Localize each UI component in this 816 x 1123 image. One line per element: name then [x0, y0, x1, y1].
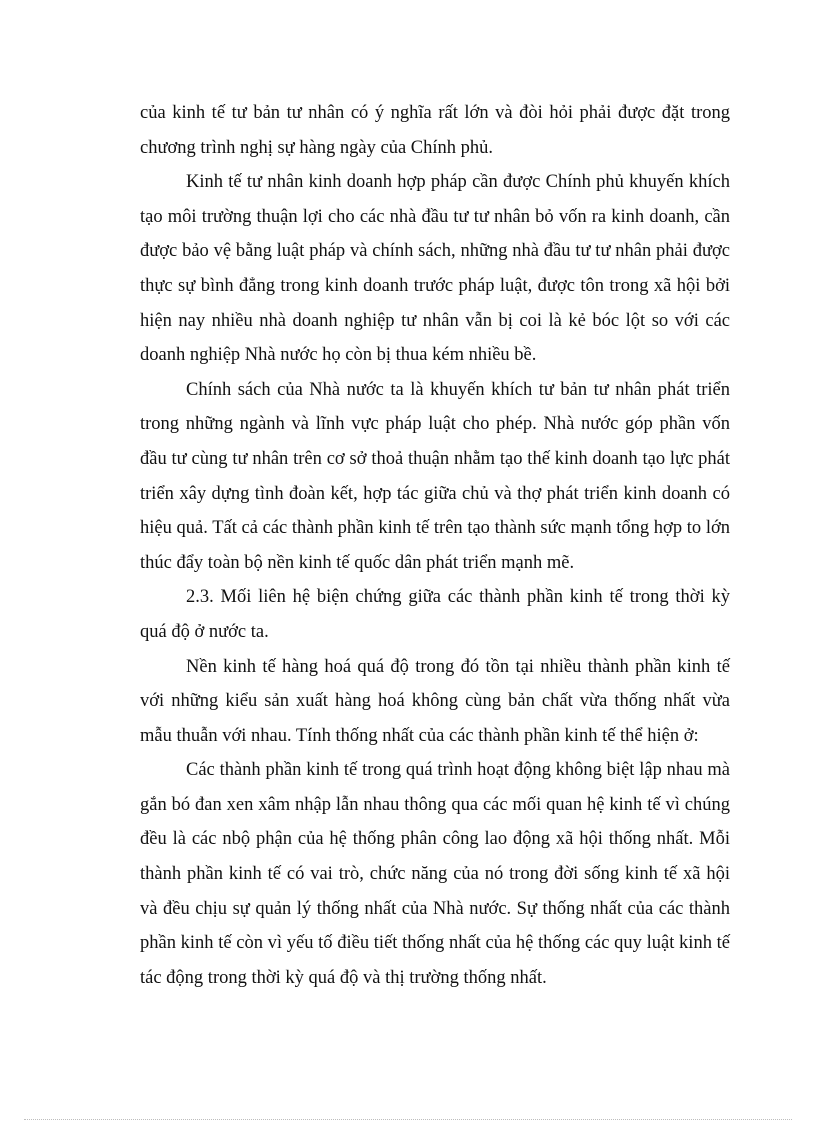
paragraph-private-economy: Kinh tế tư nhân kinh doanh hợp pháp cần được Chính phủ khuyến khích tạo môi trường thuận lợi cho các nhà đầu tư tư nhân bỏ vốn ra kinh doanh, cần được bảo vệ bằng luật pháp và chính sách, những nhà đầu tư tư nhân phải được thực sự bình đẳng trong kinh doanh trước pháp luật, được tôn trong xã hội bởi hiện nay nhiều nhà doanh nghiệp tư nhân vẫn bị coi là kẻ bóc lột so với các doanh nghiệp Nhà nước họ còn bị thua kém nhiều bề. — [140, 172, 730, 366]
document-body — [140, 96, 730, 995]
paragraph-state-policy: Chính sách của Nhà nước ta là khuyến khích tư bản tư nhân phát triển trong những ngành và lĩnh vực pháp luật cho phép. Nhà nước góp phần vốn đầu tư cùng tư nhân trên cơ sở thoả thuận nhằm tạo thế kinh doanh tạo lực phát triển xây dựng tình đoàn kết, hợp tác giữa chủ và thợ phát triển kinh doanh có hiệu quả. Tất cả các thành phần kinh tế trên tạo thành sức mạnh tổng hợp to lớn thúc đẩy toàn bộ nền kinh tế quốc dân phát triển mạnh mẽ. — [140, 379, 730, 573]
page-bottom-divider — [24, 1119, 792, 1120]
paragraph-unity: Các thành phần kinh tế trong quá trình hoạt động không biệt lập nhau mà gắn bó đan xen xâm nhập lẫn nhau thông qua các mối quan hệ kinh tế vì chúng đều là các nbộ phận của hệ thống phân công lao động xã hội thống nhất. Mỗi thành phần kinh tế có vai trò, chức năng của nó trong đời sống kinh tế xã hội và đều chịu sự quản lý thống nhất của Nhà nước. Sự thống nhất của các thành phần kinh tế còn vì yếu tố điều tiết thống nhất của hệ thống các quy luật kinh tế tác động trong thời kỳ quá độ và thị trường thống nhất. — [140, 760, 730, 988]
paragraph-transitional-economy: Nền kinh tế hàng hoá quá độ trong đó tồn tại nhiều thành phần kinh tế với những kiểu sản xuất hàng hoá không cùng bản chất vừa thống nhất vừa mẫu thuẫn với nhau. Tính thống nhất của các thành phần kinh tế thể hiện ở: — [140, 656, 730, 746]
section-heading-2-3: 2.3. Mối liên hệ biện chứng giữa các thành phần kinh tế trong thời kỳ quá độ ở nước ta. — [140, 587, 730, 642]
paragraph-continuation: của kinh tế tư bản tư nhân có ý nghĩa rất lớn và đòi hỏi phải được đặt trong chương trình nghị sự hàng ngày của Chính phủ. — [140, 103, 730, 158]
